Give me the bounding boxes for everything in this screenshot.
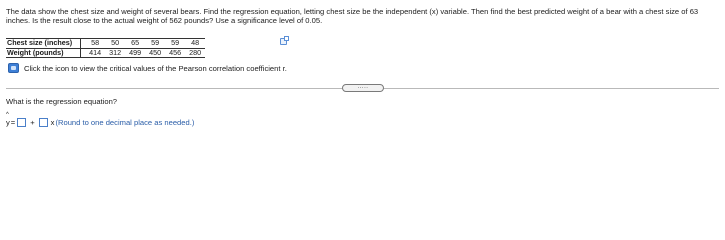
plus-sign: + xyxy=(30,118,35,127)
equals-sign: = xyxy=(10,118,16,127)
table-row-weight xyxy=(6,48,205,58)
table-cell: 312 xyxy=(105,48,125,58)
table-cell: 499 xyxy=(125,48,145,58)
regression-equation xyxy=(6,117,194,128)
y-hat-symbol: ^ y xyxy=(6,118,10,127)
slope-input[interactable] xyxy=(39,118,48,127)
table-cell: 65 xyxy=(125,39,145,49)
table-cell: 59 xyxy=(165,39,185,49)
critical-values-link-row[interactable] xyxy=(8,63,287,73)
row-label-weight: Weight (pounds) xyxy=(6,48,81,58)
data-table xyxy=(6,38,205,58)
table-cell: 59 xyxy=(145,39,165,49)
expand-more-button[interactable]: ..... xyxy=(342,84,384,92)
critical-values-link[interactable]: Click the icon to view the critical values of the Pearson correlation coefficient r. xyxy=(24,63,287,73)
rounding-hint: (Round to one decimal place as needed.) xyxy=(55,118,195,127)
copy-data-icon[interactable] xyxy=(280,38,287,45)
table-row-chest-size xyxy=(6,39,205,49)
table-cell: 450 xyxy=(145,48,165,58)
table-cell: 58 xyxy=(81,39,106,49)
question-prompt: What is the regression equation? xyxy=(6,97,118,106)
table-cell: 456 xyxy=(165,48,185,58)
table-cell: 48 xyxy=(185,39,205,49)
table-cell: 50 xyxy=(105,39,125,49)
intercept-input[interactable] xyxy=(17,118,26,127)
x-variable: x xyxy=(50,118,55,127)
row-label-chest-size: Chest size (inches) xyxy=(6,39,81,49)
table-cell: 280 xyxy=(185,48,205,58)
table-info-icon[interactable] xyxy=(8,63,19,73)
question-text: The data show the chest size and weight of several bears. Find the regression equation, letting chest size be the independent (x) variable. Then find the best predicted weight of a bear with a chest size of 63 inches. Is the result close to the actual weight of 562 pounds? Use a significance level of 0.05. xyxy=(6,7,699,26)
table-cell: 414 xyxy=(81,48,106,58)
